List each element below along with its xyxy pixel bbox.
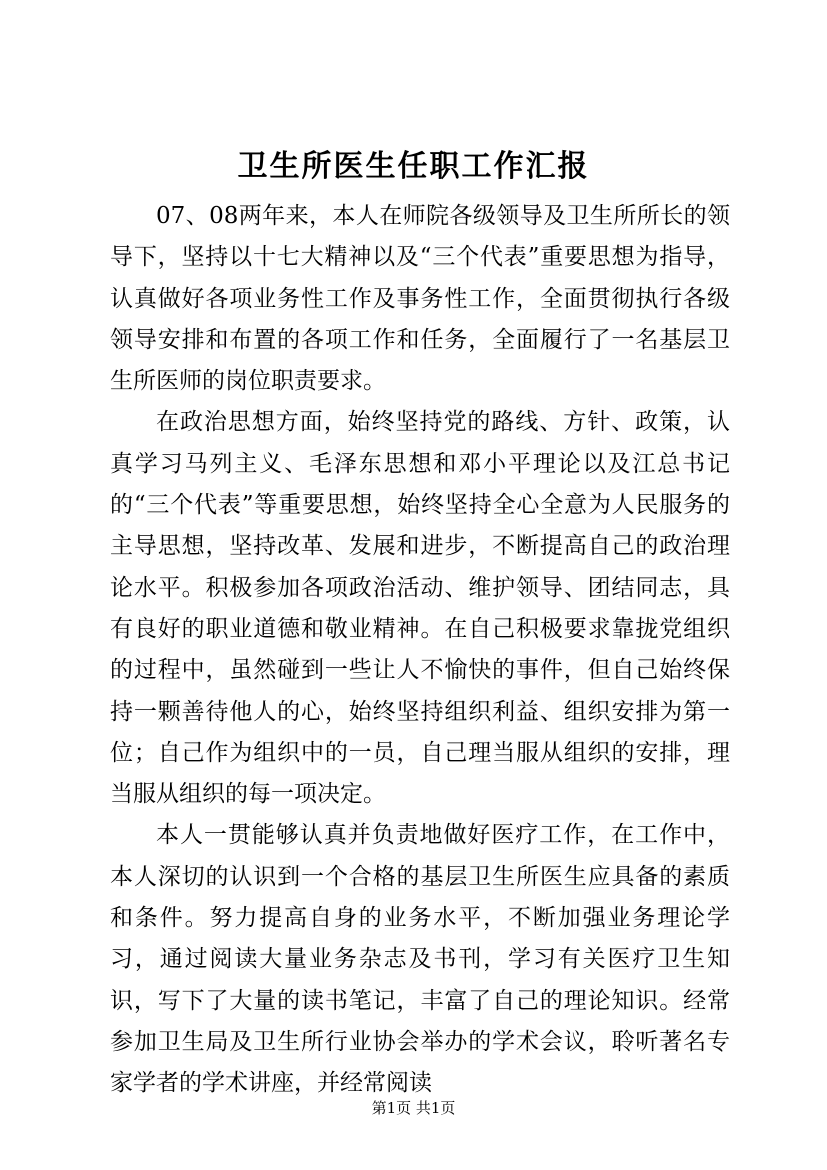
paragraph-2: 在政治思想方面，始终坚持党的路线、方针、政策，认真学习马列主义、毛泽东思想和邓小平理论以及江总书记的“三个代表”等重要思想，始终坚持全心全意为人民服务的主导思想，坚持改革、发展和进步，不断提高自己的政治理论水平。积极参加各项政治活动、维护领导、团结同志，具有良好的职业道德和敬业精神。在自己积极要求靠拢党组织的过程中，虽然碰到一些让人不愉快的事件，但自己始终保持一颗善待他人的心，始终坚持组织利益、组织安排为第一位；自己作为组织中的一员，自己理当服从组织的安排，理当服从组织的每一项决定。 — [110, 409, 730, 808]
paragraph-1: 07、08两年来，本人在师院各级领导及卫生所所长的领导下，坚持以十七大精神以及“三个代表”重要思想为指导，认真做好各项业务性工作及事务性工作，全面贯彻执行各级领导安排和布置的各项工作和任务，全面履行了一名基层卫生所医师的岗位职责要求。 — [110, 203, 730, 395]
page-number-footer: 第1页 共1页 — [371, 1099, 456, 1117]
document-title: 卫生所医生任职工作汇报 — [237, 149, 590, 184]
document-body — [110, 196, 730, 1105]
paragraph-3: 本人一贯能够认真并负责地做好医疗工作，在工作中，本人深切的认识到一个合格的基层卫生所医生应具备的素质和条件。努力提高自身的业务水平，不断加强业务理论学习，通过阅读大量业务杂志及书刊，学习有关医疗卫生知识，写下了大量的读书笔记，丰富了自己的理论知识。经常参加卫生局及卫生所行业协会举办的学术会议，聆听著名专家学者的学术讲座，并经常阅读 — [110, 822, 730, 1097]
